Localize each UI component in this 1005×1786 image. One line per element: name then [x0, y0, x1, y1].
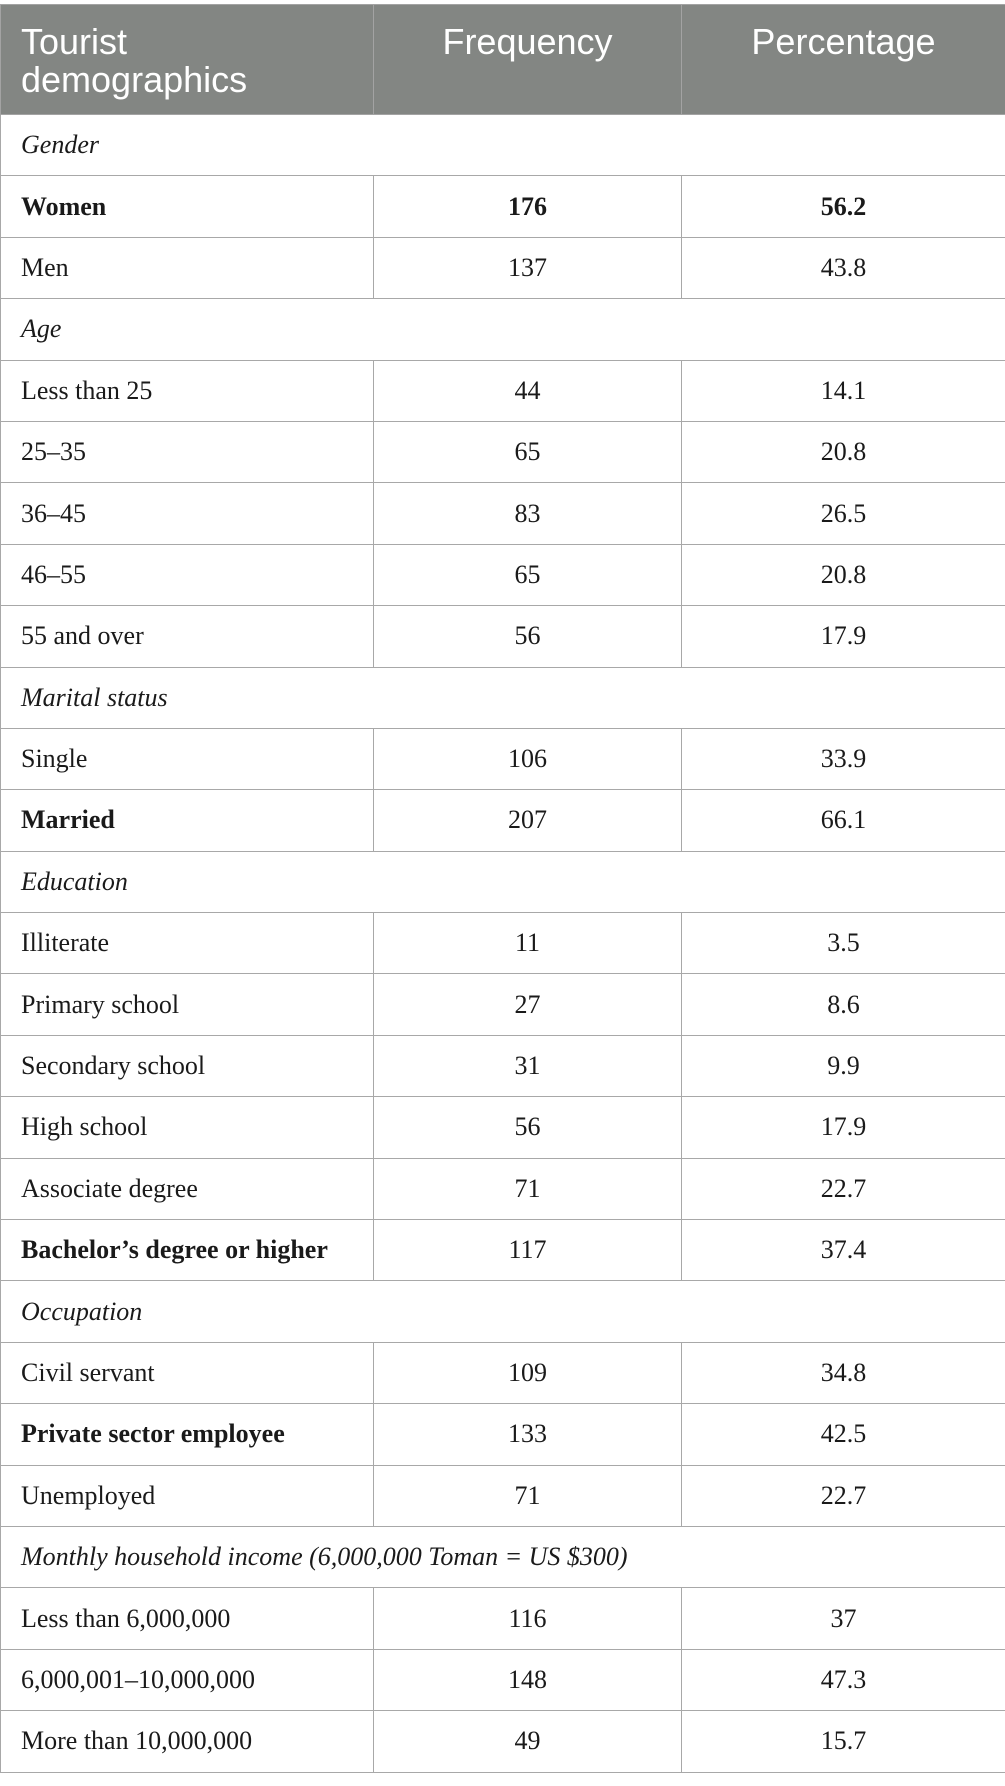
table-row — [1, 421, 1005, 482]
percentage-cell: 20.8 — [682, 421, 1005, 482]
row-label: Civil servant — [1, 1342, 374, 1403]
row-label: Secondary school — [1, 1035, 374, 1096]
table-row — [1, 1035, 1005, 1096]
row-label: Men — [1, 237, 374, 298]
frequency-cell: 56 — [374, 606, 682, 667]
row-label: 25–35 — [1, 421, 374, 482]
header-row — [1, 5, 1005, 115]
percentage-cell: 22.7 — [682, 1158, 1005, 1219]
row-label: Less than 6,000,000 — [1, 1588, 374, 1649]
row-label: Associate degree — [1, 1158, 374, 1219]
table-row — [1, 728, 1005, 789]
table-row — [1, 237, 1005, 298]
row-label: More than 10,000,000 — [1, 1711, 374, 1772]
category-row — [1, 1526, 1005, 1587]
category-row — [1, 667, 1005, 728]
frequency-cell: 106 — [374, 728, 682, 789]
category-row — [1, 1281, 1005, 1342]
table-row — [1, 1158, 1005, 1219]
category-row — [1, 299, 1005, 360]
category-label: Education — [1, 851, 1005, 912]
table-row — [1, 913, 1005, 974]
table-row — [1, 1588, 1005, 1649]
percentage-cell: 22.7 — [682, 1465, 1005, 1526]
row-label: Less than 25 — [1, 360, 374, 421]
percentage-cell: 42.5 — [682, 1404, 1005, 1465]
table-row — [1, 1465, 1005, 1526]
percentage-cell: 37.4 — [682, 1220, 1005, 1281]
table-row — [1, 360, 1005, 421]
row-label: Primary school — [1, 974, 374, 1035]
percentage-cell: 66.1 — [682, 790, 1005, 851]
percentage-cell: 14.1 — [682, 360, 1005, 421]
percentage-cell: 26.5 — [682, 483, 1005, 544]
frequency-cell: 207 — [374, 790, 682, 851]
table-row — [1, 1404, 1005, 1465]
table-row — [1, 1711, 1005, 1772]
percentage-cell: 3.5 — [682, 913, 1005, 974]
percentage-cell: 47.3 — [682, 1649, 1005, 1710]
percentage-cell: 37 — [682, 1588, 1005, 1649]
row-label: Single — [1, 728, 374, 789]
table-row — [1, 790, 1005, 851]
row-label: 46–55 — [1, 544, 374, 605]
header-frequency: Frequency — [374, 5, 682, 115]
frequency-cell: 133 — [374, 1404, 682, 1465]
category-label: Monthly household income (6,000,000 Toman = US $300) — [1, 1526, 1005, 1587]
table-row — [1, 606, 1005, 667]
category-label: Marital status — [1, 667, 1005, 728]
row-label: Married — [1, 790, 374, 851]
percentage-cell: 33.9 — [682, 728, 1005, 789]
table-row — [1, 1649, 1005, 1710]
frequency-cell: 31 — [374, 1035, 682, 1096]
frequency-cell: 137 — [374, 237, 682, 298]
frequency-cell: 116 — [374, 1588, 682, 1649]
category-label: Occupation — [1, 1281, 1005, 1342]
percentage-cell: 20.8 — [682, 544, 1005, 605]
category-label: Age — [1, 299, 1005, 360]
table-row — [1, 1342, 1005, 1403]
percentage-cell: 34.8 — [682, 1342, 1005, 1403]
frequency-cell: 56 — [374, 1097, 682, 1158]
table-row — [1, 544, 1005, 605]
row-label: Bachelor’s degree or higher — [1, 1220, 374, 1281]
percentage-cell: 15.7 — [682, 1711, 1005, 1772]
table-body — [1, 115, 1005, 1773]
header-percentage: Percentage — [682, 5, 1005, 115]
row-label: Women — [1, 176, 374, 237]
frequency-cell: 27 — [374, 974, 682, 1035]
frequency-cell: 65 — [374, 421, 682, 482]
row-label: Private sector employee — [1, 1404, 374, 1465]
percentage-cell: 43.8 — [682, 237, 1005, 298]
percentage-cell: 9.9 — [682, 1035, 1005, 1096]
row-label: 36–45 — [1, 483, 374, 544]
percentage-cell: 8.6 — [682, 974, 1005, 1035]
category-row — [1, 851, 1005, 912]
table-row — [1, 974, 1005, 1035]
table-row — [1, 1220, 1005, 1281]
row-label: High school — [1, 1097, 374, 1158]
row-label: 6,000,001–10,000,000 — [1, 1649, 374, 1710]
frequency-cell: 71 — [374, 1465, 682, 1526]
percentage-cell: 17.9 — [682, 1097, 1005, 1158]
category-row — [1, 115, 1005, 176]
frequency-cell: 49 — [374, 1711, 682, 1772]
percentage-cell: 56.2 — [682, 176, 1005, 237]
frequency-cell: 83 — [374, 483, 682, 544]
table-row — [1, 483, 1005, 544]
frequency-cell: 71 — [374, 1158, 682, 1219]
table-row — [1, 176, 1005, 237]
header-tourist-demographics: Tourist demographics — [1, 5, 374, 115]
category-label: Gender — [1, 115, 1005, 176]
frequency-cell: 176 — [374, 176, 682, 237]
frequency-cell: 148 — [374, 1649, 682, 1710]
row-label: Unemployed — [1, 1465, 374, 1526]
frequency-cell: 117 — [374, 1220, 682, 1281]
table-row — [1, 1097, 1005, 1158]
frequency-cell: 109 — [374, 1342, 682, 1403]
frequency-cell: 11 — [374, 913, 682, 974]
row-label: Illiterate — [1, 913, 374, 974]
percentage-cell: 17.9 — [682, 606, 1005, 667]
row-label: 55 and over — [1, 606, 374, 667]
demographics-table — [0, 4, 1005, 1773]
frequency-cell: 65 — [374, 544, 682, 605]
frequency-cell: 44 — [374, 360, 682, 421]
